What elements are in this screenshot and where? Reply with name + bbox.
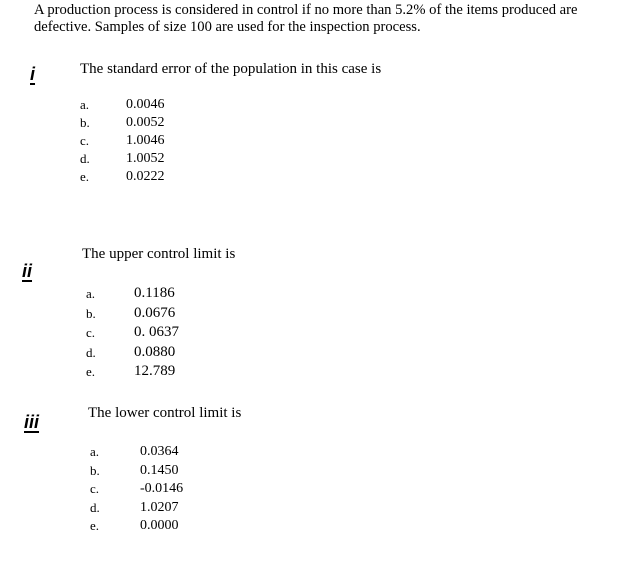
option-letter: e. bbox=[80, 169, 90, 184]
option-value: 0.0052 bbox=[126, 115, 165, 130]
option-value: 12.789 bbox=[134, 363, 176, 379]
option-b bbox=[80, 114, 280, 132]
option-letter: e. bbox=[86, 364, 96, 379]
question-iii-text: The lower control limit is bbox=[88, 405, 242, 421]
option-d bbox=[90, 499, 290, 518]
option-value: 0. 0637 bbox=[134, 324, 179, 340]
question-iii-options bbox=[90, 443, 290, 536]
option-letter: c. bbox=[90, 481, 100, 496]
option-letter: a. bbox=[80, 97, 90, 112]
option-letter: d. bbox=[86, 344, 96, 360]
option-value: 1.0046 bbox=[126, 133, 165, 148]
option-value: 0.0046 bbox=[126, 97, 165, 112]
option-d bbox=[86, 343, 286, 363]
question-number-i: i bbox=[30, 64, 36, 84]
option-value: 1.0207 bbox=[140, 499, 179, 515]
option-letter: b. bbox=[90, 462, 100, 478]
option-value: 0.0000 bbox=[140, 518, 179, 533]
option-c bbox=[86, 323, 286, 343]
option-e bbox=[90, 517, 290, 536]
option-e bbox=[80, 168, 280, 186]
option-a bbox=[86, 284, 286, 304]
option-value: 0.0222 bbox=[126, 169, 165, 184]
option-letter: c. bbox=[86, 325, 96, 340]
question-number-iii: iii bbox=[24, 412, 40, 432]
option-letter: d. bbox=[80, 151, 90, 166]
option-value: 0.0880 bbox=[134, 343, 176, 360]
option-a bbox=[80, 96, 280, 114]
option-value: 1.0052 bbox=[126, 151, 165, 166]
problem-statement: A production process is considered in control if no more than 5.2% of the items produced are defective. Samples of size 100 are used for the inspection process. bbox=[34, 2, 578, 35]
question-number-ii: ii bbox=[22, 261, 33, 281]
option-letter: e. bbox=[90, 518, 100, 533]
option-b bbox=[86, 304, 286, 324]
option-value: -0.0146 bbox=[140, 481, 184, 496]
option-a bbox=[90, 443, 290, 462]
option-value: 0.1186 bbox=[134, 285, 175, 301]
option-letter: b. bbox=[86, 305, 96, 321]
option-letter: b. bbox=[80, 115, 90, 130]
option-letter: d. bbox=[90, 499, 100, 515]
option-e bbox=[86, 362, 286, 382]
question-i-text: The standard error of the population in this case is bbox=[80, 61, 382, 77]
option-letter: a. bbox=[90, 444, 100, 459]
option-value: 0.0364 bbox=[140, 444, 179, 459]
option-letter: a. bbox=[86, 286, 96, 301]
option-d bbox=[80, 150, 280, 168]
option-c bbox=[80, 132, 280, 150]
question-i-options bbox=[80, 96, 280, 186]
question-ii-text: The upper control limit is bbox=[82, 246, 236, 262]
option-value: 0.0676 bbox=[134, 304, 176, 321]
option-letter: c. bbox=[80, 133, 90, 148]
option-c bbox=[90, 480, 290, 499]
question-ii-options bbox=[86, 284, 286, 382]
option-b bbox=[90, 462, 290, 481]
option-value: 0.1450 bbox=[140, 462, 179, 478]
